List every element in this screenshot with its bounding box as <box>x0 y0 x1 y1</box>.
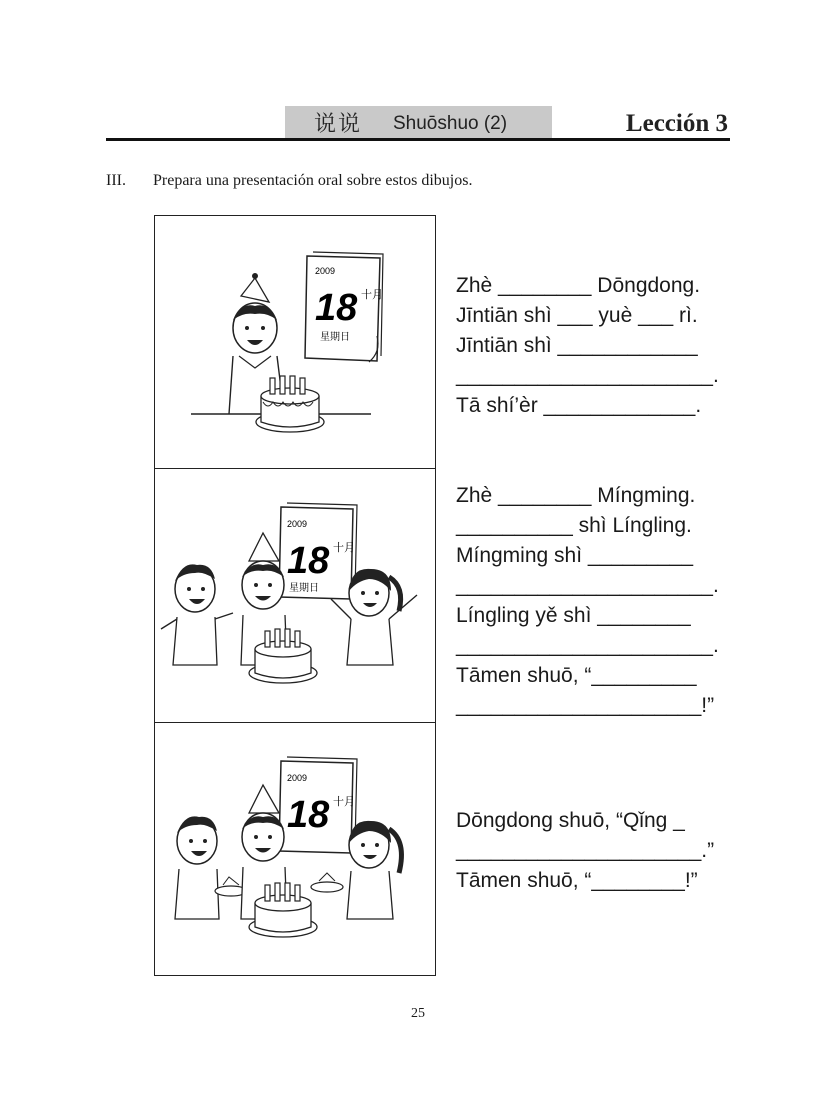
illustration-panel-1 <box>154 215 436 470</box>
fill-in-line: Míngming shì _________ <box>456 544 693 567</box>
fill-in-line: Tāmen shuō, “_________ <box>456 664 697 687</box>
calendar-day: 18 <box>287 540 330 582</box>
calendar-weekday: 星期日 <box>289 583 319 594</box>
fill-in-line: Dōngdong shuō, “Qǐng _ <box>456 809 685 832</box>
page-number: 25 <box>411 1006 425 1021</box>
fill-in-line: ______________________. <box>456 634 719 657</box>
header-title-chinese: 说说 <box>314 112 363 137</box>
illustration-panel-3 <box>154 722 436 976</box>
panel-2-fill-in-lines <box>456 481 736 721</box>
calendar-day: 18 <box>315 287 358 329</box>
left-boy-figure <box>161 564 233 665</box>
fill-in-line: Língling yě shì ________ <box>456 604 691 627</box>
calendar-icon <box>279 503 357 599</box>
birthday-boy-illustration <box>155 216 435 469</box>
calendar-icon <box>305 252 383 362</box>
fill-in-line: _____________________!” <box>456 694 715 717</box>
calendar-month: 十月 <box>333 795 355 808</box>
fill-in-line: __________ shì Língling. <box>456 514 692 537</box>
birthday-cake-icon <box>256 376 324 432</box>
header-title-pinyin: Shuōshuo (2) <box>393 113 508 134</box>
calendar-year: 2009 <box>287 773 308 783</box>
fill-in-line: Jīntiān shì ____________ <box>456 334 698 357</box>
fill-in-line: Zhè ________ Míngming. <box>456 484 696 507</box>
three-children-illustration <box>155 469 435 723</box>
calendar-month: 十月 <box>361 288 383 301</box>
panel-1-fill-in-lines <box>456 271 736 421</box>
calendar-weekday: 星期日 <box>320 332 350 343</box>
panel-3-fill-in-lines <box>456 806 736 896</box>
fill-in-line: ______________________. <box>456 364 719 387</box>
calendar-day: 18 <box>287 794 330 836</box>
fill-in-line: Zhè ________ Dōngdong. <box>456 274 701 297</box>
calendar-month: 十月 <box>333 541 355 554</box>
header-rule <box>106 138 730 141</box>
illustration-panel-2 <box>154 468 436 724</box>
sharing-cake-illustration <box>155 723 435 975</box>
fill-in-line: _____________________.” <box>456 839 715 862</box>
fill-in-line: Tā shí’èr _____________. <box>456 394 702 417</box>
fill-in-line: ______________________. <box>456 574 719 597</box>
calendar-year: 2009 <box>315 266 336 276</box>
left-boy-figure <box>175 816 247 919</box>
calendar-icon <box>279 757 357 853</box>
fill-in-line: Jīntiān shì ___ yuè ___ rì. <box>456 304 698 327</box>
lesson-label: Lección 3 <box>625 110 728 137</box>
calendar-year: 2009 <box>287 519 308 529</box>
exercise-instruction: Prepara una presentación oral sobre estos dibujos. <box>153 172 473 189</box>
exercise-number: III. <box>106 172 126 189</box>
fill-in-line: Tāmen shuō, “________!” <box>456 869 698 892</box>
